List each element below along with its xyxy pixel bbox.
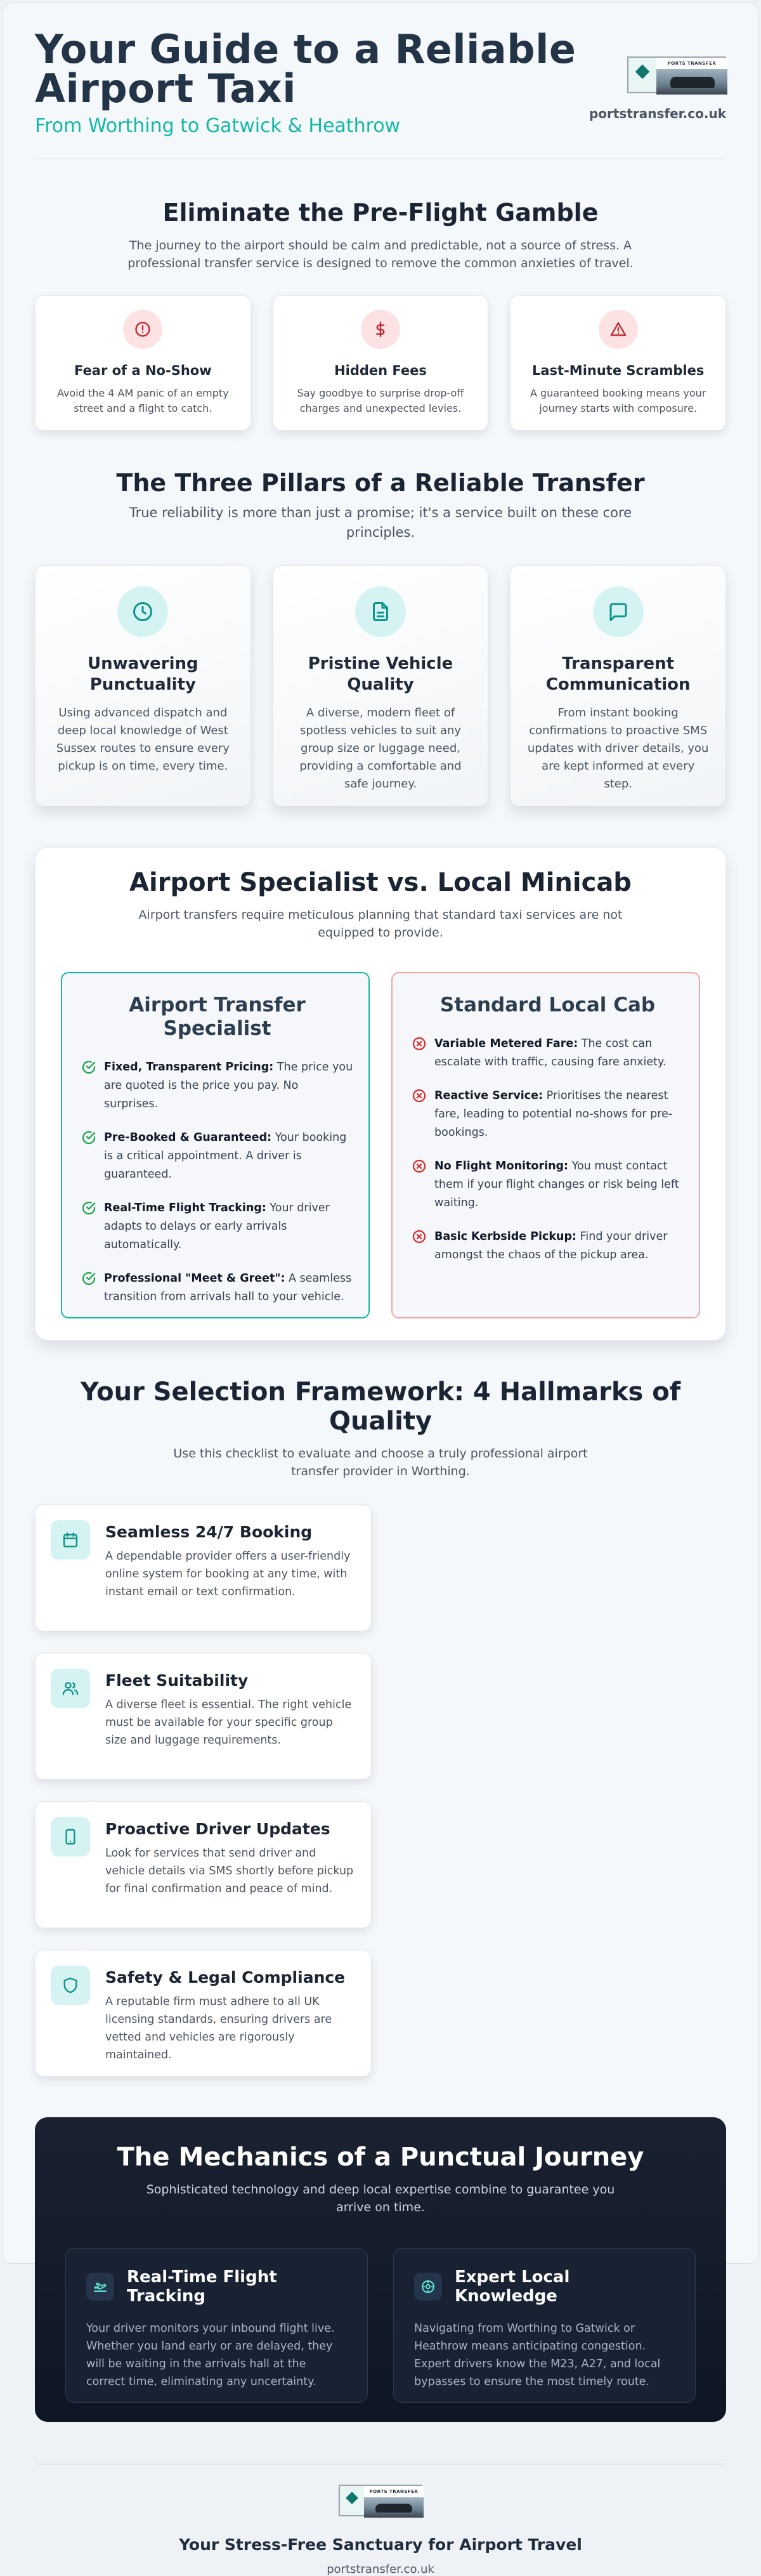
column-title: Standard Local Cab: [439, 994, 656, 1016]
card-title: Safety & Legal Compliance: [105, 1968, 346, 1987]
column-title: Airport Transfer Specialist: [129, 994, 306, 1040]
card-title: Fear of a No-Show: [74, 363, 212, 378]
item-text: Your booking is a critical appointment. A driver is guaranteed.: [104, 1131, 347, 1181]
card-text: A dependable provider offers a user-friendly online system for booking at any time, with instant email or text confirmation.: [105, 1550, 351, 1598]
mechanics-card: [65, 2248, 368, 2403]
section-title: Your Selection Framework: 4 Hallmarks of Quality: [80, 1377, 681, 1436]
section-title: Airport Specialist vs. Local Minicab: [129, 868, 632, 897]
x-circle-icon: [412, 1088, 427, 1103]
footer-tagline: Your Stress-Free Sanctuary for Airport Travel: [179, 2535, 582, 2554]
section-subtitle: Sophisticated technology and deep local expertise combine to guarantee you arrive on time.: [146, 2183, 615, 2214]
page-title: Your Guide to a Reliable Airport Taxi: [35, 26, 576, 112]
card-text: Your driver monitors your inbound flight live. Whether you land early or are delayed, they will be waiting in the arrivals hall at the correct time, eliminating any uncertainty.: [86, 2322, 335, 2388]
check-circle-icon: [81, 1200, 96, 1216]
hallmark-card: [35, 1801, 372, 1928]
dollar-icon: [361, 310, 400, 349]
list-item: [412, 1228, 684, 1265]
users-icon: [51, 1669, 90, 1708]
mechanics-card: [393, 2248, 696, 2403]
compass-icon: [414, 2273, 442, 2301]
check-circle-icon: [81, 1130, 96, 1145]
list-item: [412, 1035, 684, 1072]
card-text: Say goodbye to surprise drop-off charges and unexpected levies.: [297, 387, 464, 414]
card-title: Seamless 24/7 Booking: [105, 1523, 313, 1541]
list-item: [81, 1058, 353, 1114]
pillar-card: [273, 565, 489, 806]
section-title: The Three Pillars of a Reliable Transfer: [116, 469, 645, 497]
specialist-column: [61, 972, 370, 1318]
card-title: Unwavering Punctuality: [88, 654, 198, 694]
item-label: Pre-Booked & Guaranteed:: [104, 1131, 272, 1144]
list-item: [81, 1129, 353, 1184]
list-item: [412, 1157, 684, 1212]
card-text: Using advanced dispatch and deep local knowledge of West Sussex routes to ensure every pickup is on time, every time.: [56, 706, 230, 773]
x-circle-icon: [412, 1159, 427, 1174]
card-title: Fleet Suitability: [105, 1671, 249, 1690]
item-text: The cost can escalate with traffic, causing fare anxiety.: [434, 1037, 667, 1068]
card-title: Real-Time Flight Tracking: [127, 2268, 277, 2306]
card-title: Expert Local Knowledge: [455, 2268, 570, 2306]
item-text: Your driver adapts to delays or early arrivals automatically.: [104, 1202, 330, 1251]
plane-icon: [86, 2273, 114, 2301]
mechanics-section: [35, 2117, 726, 2422]
brand-logo[interactable]: PORTS TRANSFER: [627, 56, 726, 93]
item-label: Variable Metered Fare:: [434, 1037, 578, 1050]
gamble-section: [35, 159, 726, 431]
item-text: You must contact them if your flight changes or risk being left waiting.: [434, 1160, 679, 1209]
item-label: Real-Time Flight Tracking:: [104, 1202, 266, 1214]
section-title: The Mechanics of a Punctual Journey: [117, 2143, 644, 2172]
card-text: Avoid the 4 AM panic of an empty street and a flight to catch.: [56, 387, 229, 414]
footer-domain-link[interactable]: portstransfer.co.uk: [327, 2563, 434, 2576]
section-subtitle: Use this checklist to evaluate and choose a truly professional airport transfer provider in Worthing.: [173, 1447, 588, 1478]
local-cab-column: [391, 972, 700, 1318]
pillar-card: [35, 565, 251, 806]
card-title: Hidden Fees: [334, 363, 427, 378]
card-text: A diverse, modern fleet of spotless vehicles to suit any group size or luggage need, providing a comfortable and safe journey.: [299, 706, 462, 791]
card-text: A reputable firm must adhere to all UK licensing standards, ensuring drivers are vetted and vehicles are rigorously maintained.: [105, 1995, 332, 2061]
framework-section: [35, 1341, 726, 2077]
x-circle-icon: [412, 1229, 427, 1244]
section-subtitle: True reliability is more than just a promise; it's a service built on these core principles.: [129, 505, 632, 540]
card-title: Proactive Driver Updates: [105, 1820, 330, 1838]
brand: [587, 56, 726, 121]
hallmark-card: [35, 1950, 372, 2077]
shield-icon: [51, 1966, 90, 2005]
item-text: Find your driver amongst the chaos of the pickup area.: [434, 1230, 668, 1261]
document-icon: [355, 586, 406, 637]
clock-icon: [117, 586, 168, 637]
pillars-section: [35, 431, 726, 806]
card-title: Pristine Vehicle Quality: [308, 654, 453, 694]
footer: [35, 2464, 726, 2576]
list-item: [81, 1270, 353, 1306]
list-item: [81, 1199, 353, 1254]
item-text: A seamless transition from arrivals hall to your vehicle.: [104, 1272, 352, 1303]
fear-card: [273, 295, 489, 431]
card-title: Transparent Communication: [545, 654, 691, 694]
pillar-card: [510, 565, 726, 806]
item-label: Reactive Service:: [434, 1089, 543, 1102]
footer-logo[interactable]: PORTS TRANSFER: [339, 2485, 422, 2516]
section-subtitle: The journey to the airport should be calm and predictable, not a source of stress. A professional transfer service is designed to remove the common anxieties of travel.: [127, 239, 634, 270]
list-item: [412, 1087, 684, 1142]
card-text: Navigating from Worthing to Gatwick or Heathrow means anticipating congestion. Expert drivers know the M23, A27, and local bypasses to ensure the most timely route.: [414, 2322, 661, 2388]
hallmark-card: [35, 1653, 372, 1780]
section-title: Eliminate the Pre-Flight Gamble: [162, 199, 599, 227]
fear-card: [510, 295, 726, 431]
comparison-section: [35, 847, 726, 1341]
calendar-icon: [51, 1520, 90, 1560]
item-label: No Flight Monitoring:: [434, 1160, 569, 1173]
card-title: Last-Minute Scrambles: [532, 363, 705, 378]
card-text: Look for services that send driver and vehicle details via SMS shortly before pickup for final confirmation and peace of mind.: [105, 1847, 354, 1895]
item-text: The price you are quoted is the price you pay. No surprises.: [104, 1061, 353, 1110]
section-subtitle: Airport transfers require meticulous planning that standard taxi services are not equipped to provide.: [138, 908, 623, 940]
hallmark-card: [35, 1504, 372, 1631]
brand-domain-link[interactable]: portstransfer.co.uk: [589, 106, 726, 121]
item-text: Prioritises the nearest fare, leading to potential no-shows for pre-bookings.: [434, 1089, 673, 1139]
card-text: A guaranteed booking means your journey starts with composure.: [530, 387, 706, 414]
warning-triangle-icon: [599, 310, 638, 349]
x-circle-icon: [412, 1036, 427, 1051]
item-label: Basic Kerbside Pickup:: [434, 1230, 577, 1243]
check-circle-icon: [81, 1060, 96, 1075]
alert-circle-icon: [123, 310, 162, 349]
card-text: A diverse fleet is essential. The right vehicle must be available for your specific group size and luggage requirements.: [105, 1699, 352, 1747]
item-label: Professional "Meet & Greet":: [104, 1272, 285, 1285]
header: [35, 3, 726, 159]
fear-card: [35, 295, 251, 431]
infographic-page: [3, 3, 758, 2576]
check-circle-icon: [81, 1271, 96, 1286]
chat-icon: [593, 586, 644, 637]
item-label: Fixed, Transparent Pricing:: [104, 1061, 274, 1074]
smartphone-icon: [51, 1817, 90, 1856]
page-subtitle: From Worthing to Gatwick & Heathrow: [35, 115, 401, 137]
card-text: From instant booking confirmations to proactive SMS updates with driver details, you are kept informed at every step.: [527, 706, 709, 791]
